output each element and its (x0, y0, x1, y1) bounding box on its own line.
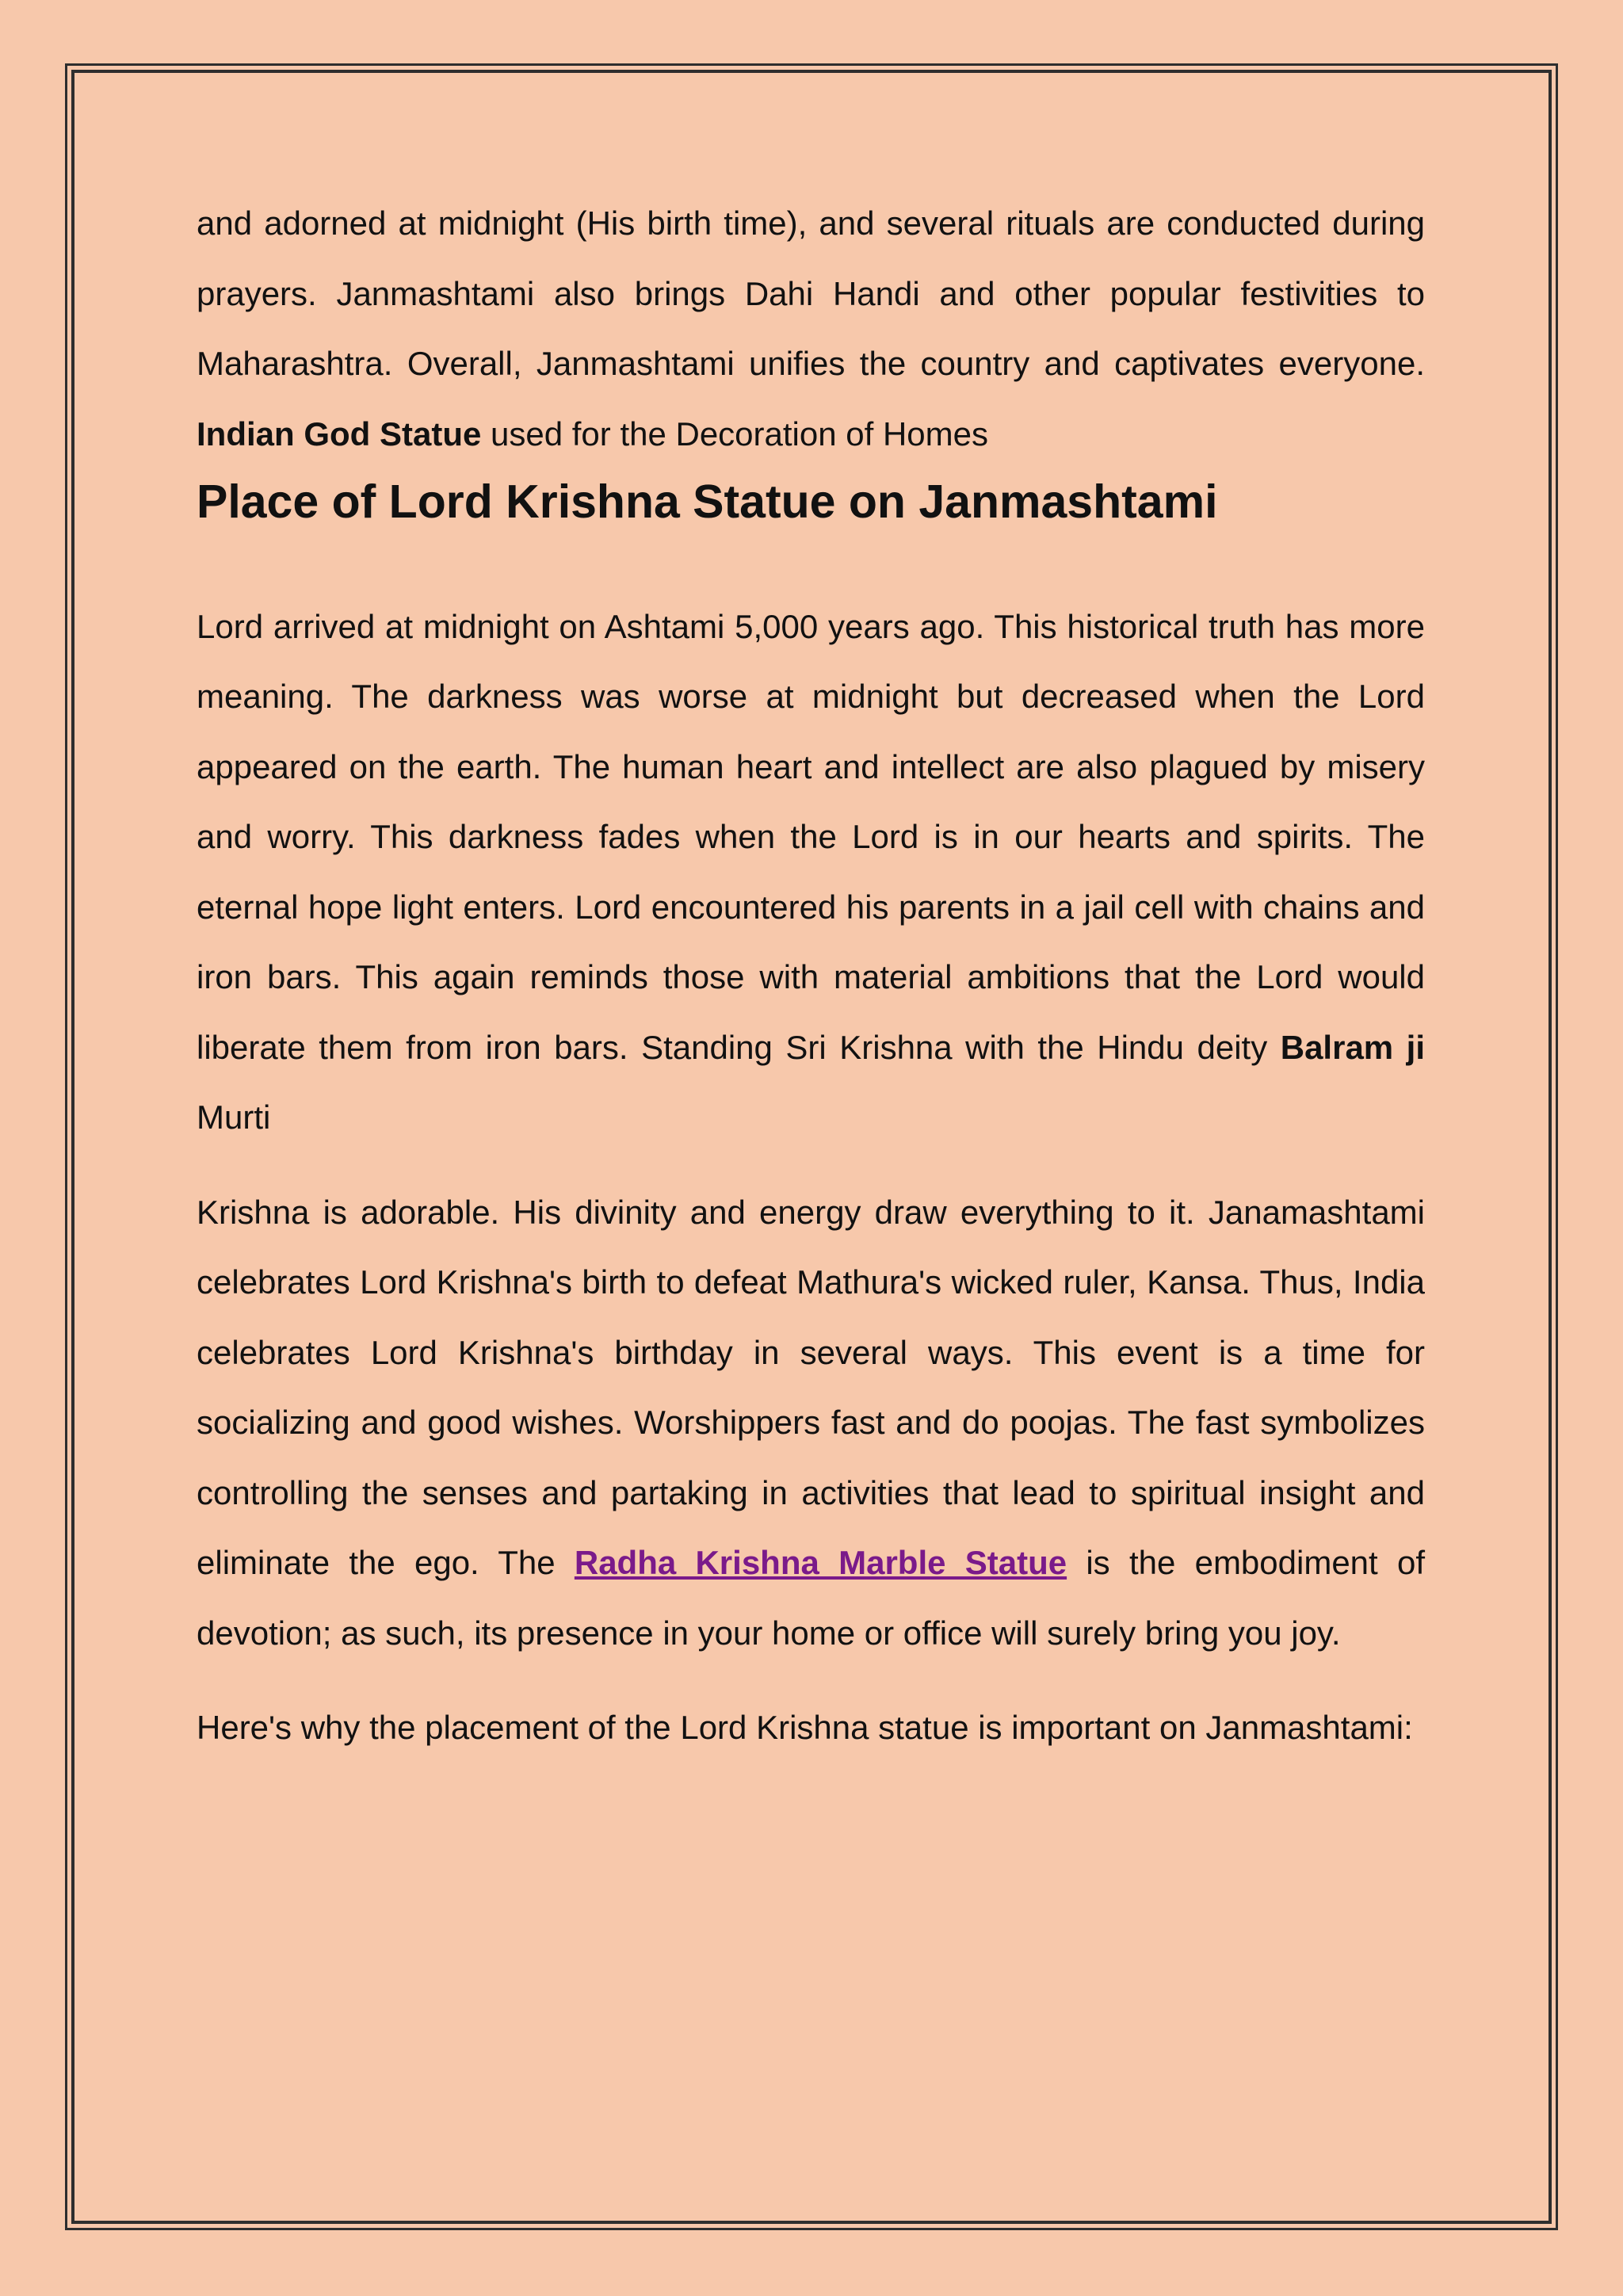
paragraph-celebration (197, 1178, 1425, 1669)
paragraph-history-text: Lord arrived at midnight on Ashtami 5,000 years ago. This historical truth has more meaning. The darkness was worse at midnight but decreased when the Lord appeared on the earth. The human heart and intellect are also plagued by misery and worry. This darkness fades when the Lord is in our hearts and spirits. The eternal hope light enters. Lord encountered his parents in a jail cell with chains and iron bars. This again reminds those with material ambitions that the Lord would liberate them from iron bars. Standing Sri Krishna with the Hindu deity (197, 607, 1425, 1066)
paragraph-history (197, 592, 1425, 1153)
balram-ji-bold: Balram ji (1280, 1028, 1425, 1066)
indian-god-statue-bold: Indian God Statue (197, 415, 482, 453)
paragraph-intro-tail: used for the Decoration of Homes (481, 415, 989, 453)
radha-krishna-marble-statue-link[interactable]: Radha Krishna Marble Statue (574, 1544, 1067, 1582)
paragraph-celebration-text: Krishna is adorable. His divinity and energy draw everything to it. Janamashtami celebrates Lord Krishna's birth to defeat Mathura's wicked ruler, Kansa. Thus, India celebrates Lord Krishna's birthday in several ways. This event is a time for socializing and good wishes. Worshippers fast and do poojas. The fast symbolizes controlling the senses and partaking in activities that lead to spiritual insight and eliminate the ego. The (197, 1193, 1425, 1582)
paragraph-placement: Here's why the placement of the Lord Krishna statue is important on Janmashtami: (197, 1709, 1413, 1747)
section-heading: Place of Lord Krishna Statue on Janmashtami (197, 476, 1218, 528)
paragraph-intro-text: and adorned at midnight (His birth time), and several rituals are conducted during prayers. Janmashtami also brings Dahi Handi and other popular festivities to Maharashtra. Overall, Janmashtami unifies the country and captivates everyone. (197, 204, 1425, 382)
paragraph-history-tail: Murti (197, 1098, 271, 1137)
document-body (197, 189, 1425, 1763)
paragraph-intro (197, 189, 1425, 469)
paragraph-celebration-tail: is the embodiment of devotion; as such, its presence in your home or office will surely bring you joy. (197, 1544, 1425, 1652)
